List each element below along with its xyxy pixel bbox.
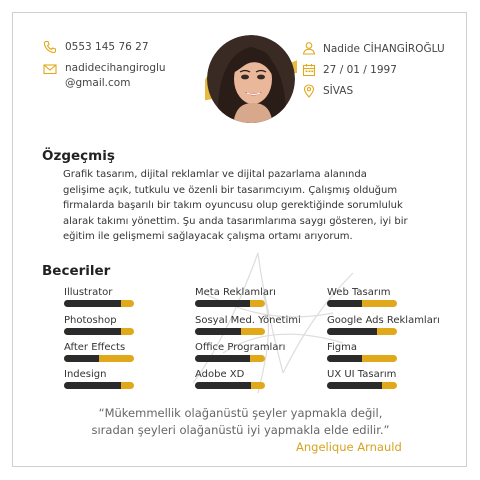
skill-bar (195, 328, 265, 335)
skill-bar-fill (64, 382, 121, 389)
full-name: Nadide CİHANGİROĞLU (323, 43, 445, 55)
avatar (205, 33, 297, 125)
skill-label: Sosyal Med. Yönetimi (195, 315, 301, 326)
skill-bar (327, 382, 397, 389)
skill-bar (327, 328, 397, 335)
skill-bar (195, 382, 265, 389)
city: SİVAS (323, 85, 354, 97)
skill-bar-fill (195, 382, 251, 389)
skill-bar (195, 355, 265, 362)
summary-line: alarak takımı yönettim. Şu anda tasarımlarıma saygı gösteren, iyi bir (63, 215, 408, 227)
quote-line-2: sıradan şeyleri olağanüstü iyi yapmakla elde edilir.” (91, 423, 390, 437)
skill-bar-fill (195, 300, 250, 307)
calendar-icon (302, 63, 316, 77)
skill-label: Web Tasarım (327, 287, 391, 298)
birth-date: 27 / 01 / 1997 (323, 64, 397, 76)
quote-line-1: “Mükemmellik olağanüstü şeyler yapmakla değil, (98, 406, 383, 420)
skills-title: Beceriler (42, 263, 111, 279)
skill-label: UX UI Tasarım (327, 369, 397, 380)
location-pin-icon (302, 84, 316, 98)
skill-label: Illustrator (64, 287, 113, 298)
skill-bar-fill (64, 355, 99, 362)
skill-label: Figma (327, 342, 358, 353)
skill-bar (195, 300, 265, 307)
skill-bar (327, 300, 397, 307)
skill-label: Photoshop (64, 315, 117, 326)
quote-author: Angelique Arnauld (296, 440, 402, 454)
skill-bar-fill (327, 328, 377, 335)
phone-number: 0553 145 76 27 (65, 41, 149, 53)
resume-page (12, 12, 467, 467)
summary-line: gelişime açık, tutkulu ve özenli bir tasarımcıyım. Çalışmış olduğum (63, 184, 398, 196)
skill-bar (64, 300, 134, 307)
summary-line: Grafik tasarım, dijital reklamlar ve dijital pazarlama alanında (63, 169, 367, 180)
skill-label: After Effects (64, 342, 126, 353)
skill-bar (64, 382, 134, 389)
summary-line: firmalarda başarılı bir takım oyuncusu olup gerektiğinde sorumluluk (63, 200, 403, 212)
envelope-icon (43, 62, 57, 76)
skill-label: Meta Reklamları (195, 287, 276, 298)
summary-title: Özgeçmiş (42, 148, 115, 164)
skill-bar (64, 328, 134, 335)
skill-label: Google Ads Reklamları (327, 315, 440, 326)
summary-line: eğitim ile gelişmemi sağlayacak çalışma ortamı arıyorum. (63, 231, 353, 243)
skill-label: Indesign (64, 369, 107, 380)
skill-bar-fill (195, 328, 241, 335)
skill-label: Office Programları (195, 342, 286, 353)
skill-bar-fill (327, 355, 362, 362)
skill-bar-fill (195, 355, 250, 362)
skill-label: Adobe XD (195, 369, 245, 380)
email-line-1: nadidecihangiroglu (65, 62, 166, 74)
user-icon (302, 41, 316, 55)
skill-bar (64, 355, 134, 362)
email-line-2: @gmail.com (65, 77, 131, 89)
phone-icon (43, 40, 57, 54)
skill-bar-fill (327, 382, 382, 389)
skill-bar-fill (64, 300, 121, 307)
skill-bar-fill (327, 300, 362, 307)
skill-bar (327, 355, 397, 362)
skill-bar-fill (64, 328, 121, 335)
